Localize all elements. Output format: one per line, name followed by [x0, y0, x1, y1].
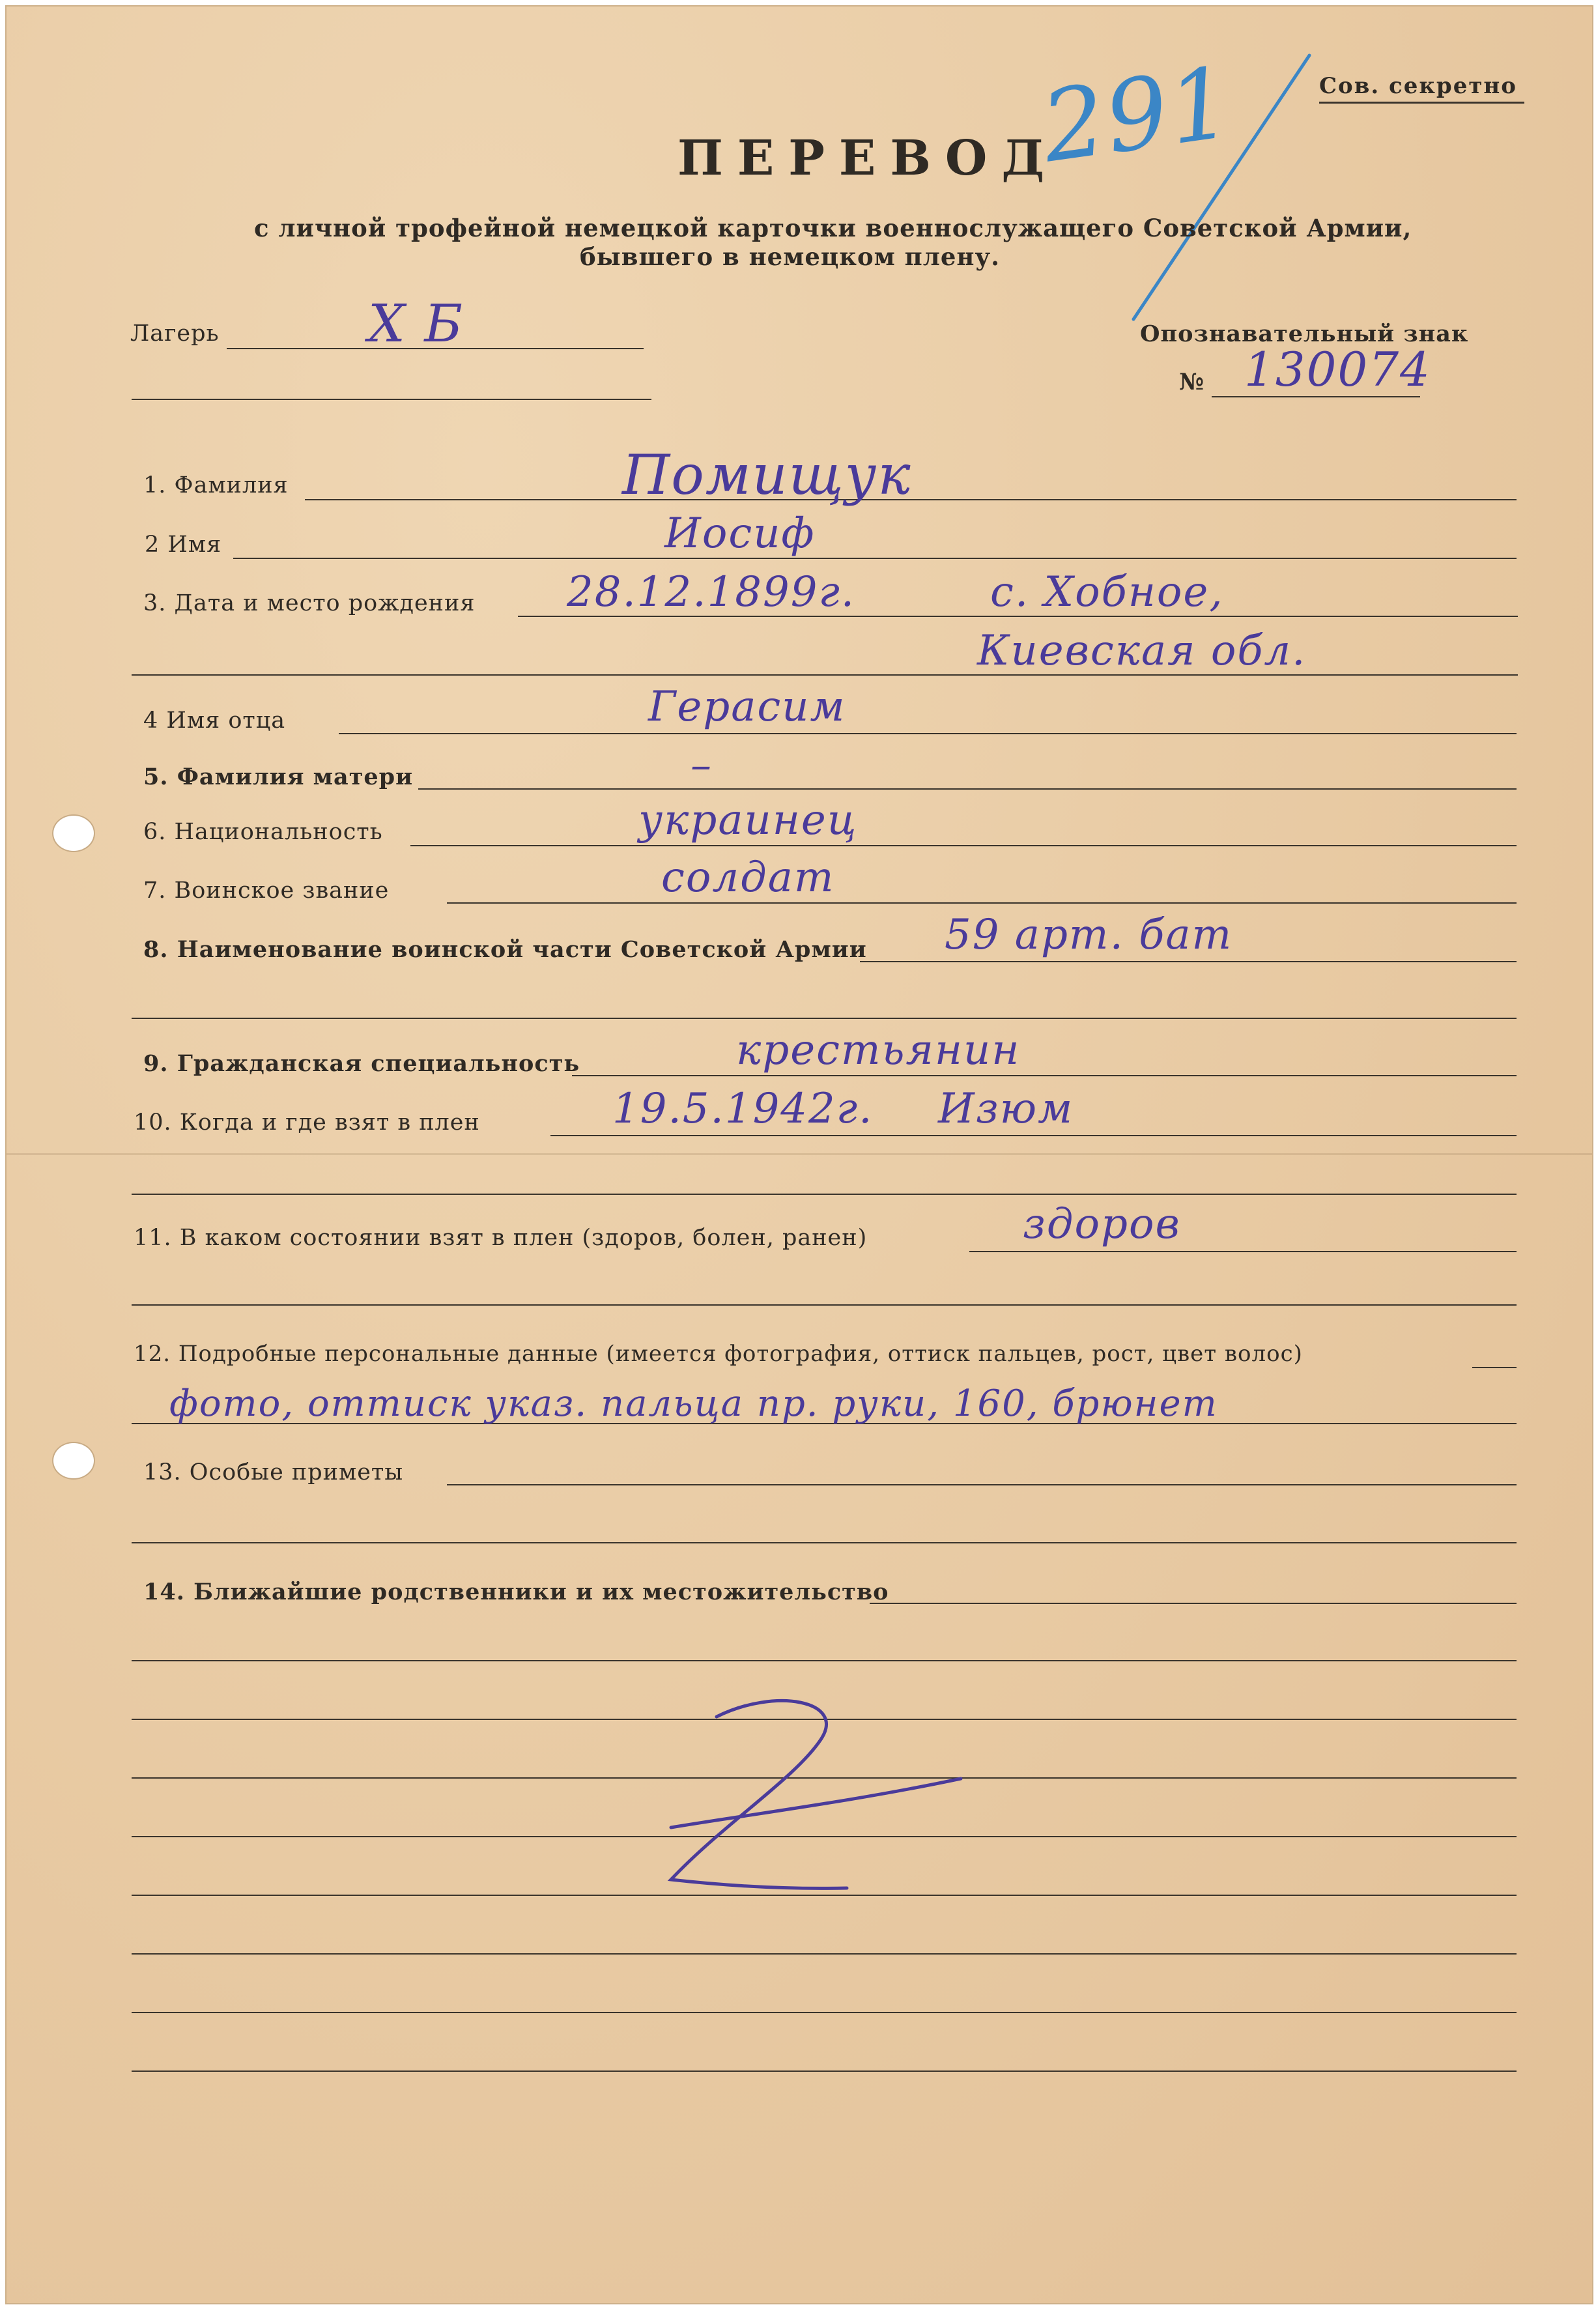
field-10-line — [550, 1135, 1517, 1136]
secrecy-stamp: Сов. секретно — [1319, 73, 1517, 99]
document-page — [5, 5, 1593, 2304]
field-7-label: 7. Воинское звание — [143, 878, 390, 904]
field-12-label: 12. Подробные персональные данные (имеется фотография, оттиск пальцев, рост, цвет волос) — [134, 1341, 1303, 1367]
z-cancel-mark — [658, 1681, 971, 1902]
field-2-label: 2 Имя — [145, 532, 222, 558]
stamp-underline — [1319, 102, 1524, 104]
field-10-line-2 — [132, 1194, 1517, 1195]
tag-number-sign: № — [1179, 369, 1205, 395]
blue-slash-mark — [1107, 52, 1316, 326]
punch-hole — [52, 1442, 95, 1480]
ruled-line — [132, 2012, 1517, 2013]
field-4-label: 4 Имя отца — [143, 708, 286, 734]
field-5-label: 5. Фамилия матери — [143, 764, 414, 790]
field-10-label: 10. Когда и где взят в плен — [134, 1110, 480, 1136]
subtitle-line-2: бывшего в немецком плену. — [580, 242, 1001, 271]
field-8-label: 8. Наименование воинской части Советской Армии — [143, 936, 867, 963]
camp-label: Лагерь — [130, 321, 220, 347]
field-7-value: солдат — [661, 853, 835, 902]
subtitle-line-1: с личной трофейной немецкой карточки военнослужащего Советской Армии, — [254, 214, 1412, 242]
field-6-value: украинец — [638, 796, 858, 844]
field-10-place: Изюм — [938, 1085, 1074, 1133]
field-11-label: 11. В каком состоянии взят в плен (здоров, болен, ранен) — [134, 1225, 868, 1251]
tag-label: Опознавательный знак — [1140, 321, 1469, 347]
field-8-line-2 — [132, 1018, 1517, 1019]
field-13-line — [447, 1484, 1517, 1485]
archive-number: 291 — [1035, 46, 1240, 185]
field-12-line — [1472, 1367, 1517, 1368]
field-3-region: Киевская обл. — [977, 627, 1307, 675]
field-3-date: 28.12.1899г. — [567, 568, 856, 616]
field-9-line — [572, 1075, 1517, 1076]
field-13-line-2 — [132, 1542, 1517, 1543]
field-7-line — [447, 902, 1517, 904]
field-9-label: 9. Гражданская специальность — [143, 1050, 580, 1077]
field-11-value: здоров — [1023, 1200, 1181, 1248]
field-3-line-2 — [132, 674, 1518, 676]
field-2-value: Иосиф — [664, 509, 816, 558]
ruled-line — [132, 2071, 1517, 2072]
field-6-label: 6. Национальность — [143, 819, 383, 845]
field-3-place: с. Хобное, — [990, 568, 1224, 616]
field-3-label: 3. Дата и место рождения — [143, 590, 476, 616]
field-11-line — [969, 1251, 1517, 1252]
field-8-value: 59 арт. бат — [945, 911, 1233, 959]
field-13-label: 13. Особые приметы — [143, 1459, 404, 1485]
field-4-value: Герасим — [648, 683, 846, 731]
field-1-value: Помищук — [622, 443, 912, 507]
field-14-line — [870, 1603, 1517, 1604]
field-1-label: 1. Фамилия — [143, 472, 289, 498]
field-14-label: 14. Ближайшие родственники и их местожительство — [143, 1579, 889, 1605]
document-title: ПЕРЕВОД — [677, 130, 1059, 186]
field-9-value: крестьянин — [736, 1026, 1021, 1074]
field-2-line — [233, 558, 1517, 559]
field-5-line — [418, 788, 1517, 790]
field-10-date: 19.5.1942г. — [612, 1085, 874, 1133]
punch-hole — [52, 814, 95, 852]
camp-value: Х Б — [368, 293, 464, 354]
camp-line-2 — [132, 399, 651, 400]
ruled-line — [132, 1660, 1517, 1661]
field-5-value: – — [691, 741, 713, 790]
paper-fold — [7, 1153, 1592, 1155]
field-8-line — [860, 961, 1517, 962]
ruled-line — [132, 1953, 1517, 1955]
field-6-line — [410, 845, 1517, 846]
field-11-line-2 — [132, 1304, 1517, 1306]
tag-value: 130074 — [1244, 342, 1431, 397]
field-4-line — [339, 733, 1517, 734]
field-12-value: фото, оттиск указ. пальца пр. руки, 160, брюнет — [169, 1383, 1218, 1425]
